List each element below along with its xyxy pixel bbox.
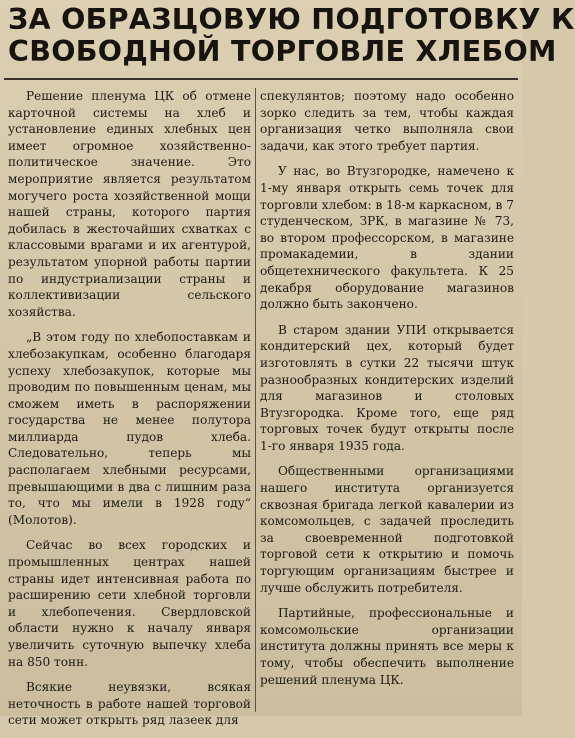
right-column [260, 88, 514, 697]
headline-line-1: ЗА ОБРАЗЦОВУЮ ПОДГОТОВКУ К [8, 3, 575, 36]
paragraph: В старом здании УПИ открывается кондитерский цех, который будет изготовлять в сутки 22 тысячи штук разнообразных кондитерских изделий для магазинов и столовых Втузгородка. Кроме того, еще ряд торговых точек будут открыты после 1-го января 1935 года. [260, 322, 514, 453]
paragraph: Общественными организациями нашего института организуется сквозная бригада легкой кавалерии из комсомольцев, с задачей проследить за своевременной подготовкой торговой сети к открытию и помочь торгующим организациям быстрее и лучше обслужить потребителя. [260, 464, 514, 595]
column-divider [255, 88, 256, 712]
paragraph: спекулянтов; поэтому надо особенно зорко следить за тем, чтобы каждая организация четко выполняла свои задачи, как этого требует партия. [260, 89, 514, 153]
headline-rule [4, 78, 518, 80]
paragraph: У нас, во Втузгородке, намечено к 1-му января открыть семь точек для торговли хлебом: в 18-м каркасном, в 7 студенческом, ЗРК, в магазине № 73, во втором профессорском, в магазине промакадемии, в здании общетехнического факультета. К 25 декабря оборудование магазинов должно быть закончено. [260, 164, 514, 312]
paragraph: „В этом году по хлебопоставкам и хлебозакупкам, особенно благодаря успеху хлебозакупок, которые мы проводим по повышенным ценам, мы сможем иметь в распоряжении государства не менее полутора миллиарда пудов хлеба. Следовательно, теперь мы располагаем хлебными ресурсами, превышающими в два с лишним раза то, что мы имели в 1928 году“ (Молотов). [8, 330, 251, 527]
paragraph: Партийные, профессиональные и комсомольские организации института должны принять все меры к тому, чтобы обеспечить выполнение решений пленума ЦК. [260, 606, 514, 687]
headline-line-2: СВОБОДНОЙ ТОРГОВЛЕ ХЛЕБОМ [8, 35, 557, 68]
headline [8, 3, 575, 68]
paragraph: Сейчас во всех городских и промышленных центрах нашей страны идет интенсивная работа по расширению сети хлебной торговли и хлебопечения. Свердловской области нужно к началу января увеличить суточную выпечку хлеба на 850 тонн. [8, 538, 251, 669]
paragraph: Решение пленума ЦК об отмене карточной системы на хлеб и установление единых хлебных цен имеет огромное хозяйственно-политическое значение. Это мероприятие является результатом могучего роста хозяйственной мощи нашей страны, которого партия добилась в жесточайших схватках с классовыми врагами и их агентурой, результатом упорной работы партии по индустриализации страны и коллективизации сельского хозяйства. [8, 89, 251, 319]
paragraph: Всякие неувязки, всякая неточность в работе нашей торговой сети может открыть ряд лазеек для [8, 680, 251, 728]
left-column [8, 88, 251, 738]
